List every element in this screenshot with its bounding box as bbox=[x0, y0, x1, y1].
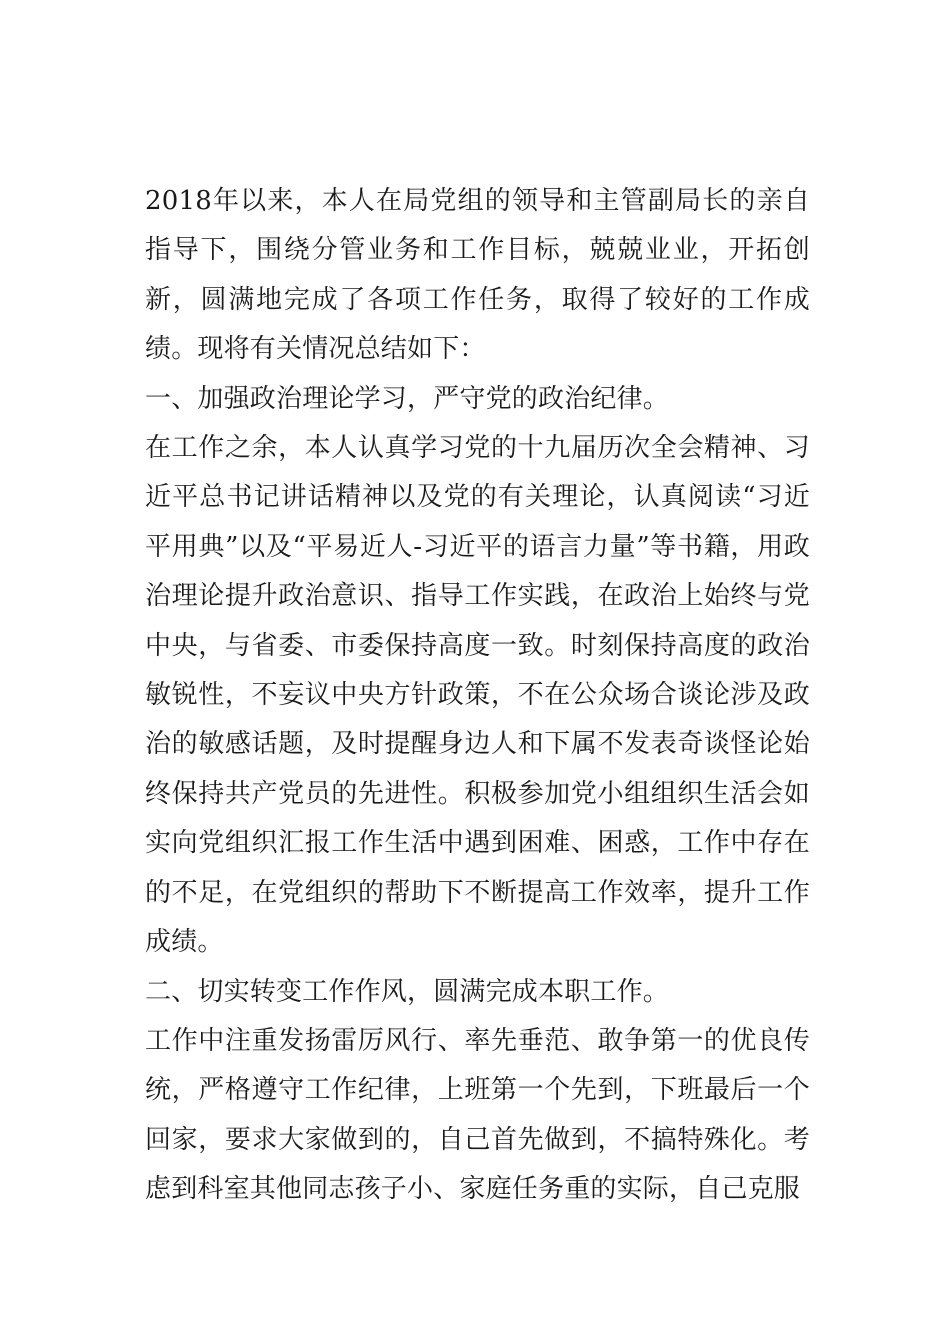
intro-paragraph: 2018年以来，本人在局党组的领导和主管副局长的亲自指导下，围绕分管业务和工作目标，兢兢业业，开拓创新，圆满地完成了各项工作任务，取得了较好的工作成绩。现将有关情况总结如下： bbox=[145, 186, 810, 365]
section-1-paragraph: 在工作之余，本人认真学习党的十九届历次全会精神、习近平总书记讲话精神以及党的有关理论，认真阅读“习近平用典”以及“平易近人-习近平的语言力量”等书籍，用政治理论提升政治意识、指导工作实践，在政治上始终与党中央，与省委、市委保持高度一致。时刻保持高度的政治敏锐性，不妄议中央方针政策，不在公众场合谈论涉及政治的敏感话题，及时提醒身边人和下属不发表奇谈怪论始终保持共产党员的先进性。积极参加党小组组织生活会如实向党组织汇报工作生活中遇到困难、困惑，工作中存在的不足，在党组织的帮助下不断提高工作效率，提升工作成绩。 bbox=[145, 433, 810, 958]
section-heading-2: 二、切实转变工作作风，圆满完成本职工作。 bbox=[145, 976, 670, 1007]
section-heading-1: 一、加强政治理论学习，严守党的政治纪律。 bbox=[145, 383, 670, 414]
section-2-paragraph: 工作中注重发扬雷厉风行、率先垂范、敢争第一的优良传统，严格遵守工作纪律，上班第一个先到，下班最后一个回家，要求大家做到的，自己首先做到，不搞特殊化。考虑到科室其他同志孩子小、家庭任务重的实际，自己克服 bbox=[145, 1025, 810, 1205]
document-body bbox=[145, 177, 810, 1215]
